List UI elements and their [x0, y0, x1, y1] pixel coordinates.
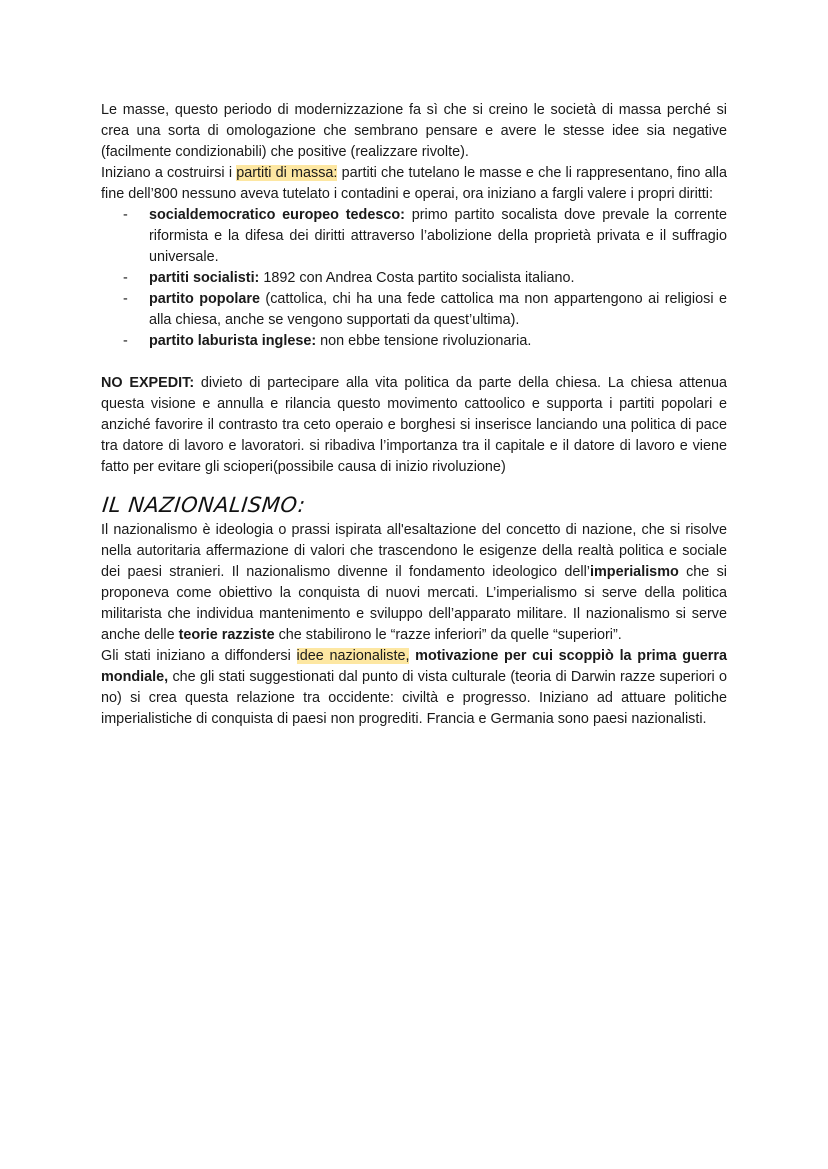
highlight-partiti-di-massa: partiti di massa:	[236, 165, 338, 181]
nazionalismo-text-2: che si proponeva come obiettivo la conquista di nuovi mercati. L’imperialismo si serve della politica militarista che individua mantenimento e sviluppo dell’apparato militare. Il nazionalismo si serve anche delle	[101, 564, 727, 643]
bullet-dash: -	[123, 333, 128, 349]
spacer	[101, 352, 727, 373]
list-item-text: primo partito socalista dove prevale la corrente riformista e la difesa dei diritti attraverso l’abolizione della proprietà privata e il suffragio universale.	[149, 207, 728, 265]
paragraph-nazionalismo	[101, 520, 727, 646]
bullet-dash: -	[123, 207, 128, 223]
list-item-term: partito laburista inglese:	[149, 333, 317, 349]
list-item	[101, 289, 727, 331]
no-expedit-text: divieto di partecipare alla vita politica da parte della chiesa. La chiesa attenua questa visione e annulla e rilancia questo movimento cattoolico e supporta i partiti popolari e anziché favorire il contrasto tra ceto operaio e borghesi si inserisce lanciando una politica di pace tra datore di lavoro e lavoratori. si ribadiva l’importanza tra il capitale e il datore di lavoro e viene fatto per evitare gli scioperi(possibile causa di inizio rivoluzione)	[101, 375, 727, 475]
partiti-prefix: Iniziano a costruirsi i	[101, 165, 237, 181]
teorie-razziste-term: teorie razziste	[178, 627, 275, 643]
imperialismo-term: imperialismo	[590, 564, 679, 580]
guerra-mondiale-term: motivazione per cui scoppiò la prima guerra mondiale,	[101, 648, 727, 685]
list-item-term: socialdemocratico europeo tedesco:	[149, 207, 405, 223]
list-item	[101, 205, 727, 268]
paragraph-no-expedit	[101, 373, 727, 478]
list-item	[101, 268, 727, 289]
highlight-idee-nazionaliste: idee nazionaliste,	[296, 648, 410, 664]
paragraph-stati	[101, 646, 727, 730]
paragraph-masse	[101, 100, 727, 205]
bullet-dash: -	[123, 291, 128, 307]
nazionalismo-text-3: che stabilirono le “razze inferiori” da quelle “superiori”.	[274, 627, 622, 643]
list-item	[101, 331, 727, 352]
bullet-dash: -	[123, 270, 128, 286]
nazionalismo-text: Il nazionalismo è ideologia o prassi ispirata all'esaltazione del concetto di nazione, che si risolve nella autoritaria affermazione di valori che trascendono le esigenze della realtà politica e sociale dei paesi stranieri. Il nazionalismo divenne il fondamento ideologico dell’	[101, 522, 727, 580]
stati-text-2: che gli stati suggestionati dal punto di vista culturale (teoria di Darwin razze superiori o no) si crea questa relazione tra occidente: civiltà e progresso. Iniziano ad attuare politiche imperialistiche di conquista di paesi non progrediti. Francia e Germania sono paesi nazionalisti.	[101, 669, 727, 727]
list-item-text: (cattolica, chi ha una fede cattolica ma non appartengono ai religiosi e alla chiesa, anche se vengono supportati da quest’ultima).	[149, 291, 727, 328]
document-page	[101, 100, 727, 730]
party-list	[101, 205, 727, 352]
list-item-text: 1892 con Andrea Costa partito socialista italiano.	[259, 270, 575, 286]
list-item-term: partito popolare	[149, 291, 260, 307]
masse-text: Le masse, questo periodo di modernizzazione fa sì che si creino le società di massa perché si crea una sorta di omologazione che sembrano pensare e avere le stesse idee sia negative (facilmente condizionabili) che positive (realizzare rivolte).	[101, 102, 727, 160]
no-expedit-label: NO EXPEDIT:	[101, 375, 195, 391]
list-item-text: non ebbe tensione rivoluzionaria.	[316, 333, 532, 349]
section-heading: IL NAZIONALISMO:	[101, 493, 307, 517]
list-item-term: partiti socialisti:	[149, 270, 260, 286]
stati-text: Gli stati iniziano a diffondersi	[101, 648, 297, 664]
partiti-text: partiti che tutelano le masse e che li rappresentano, fino alla fine dell’800 nessuno aveva tutelato i contadini e operai, ora iniziano a fargli valere i propri diritti:	[101, 165, 727, 202]
